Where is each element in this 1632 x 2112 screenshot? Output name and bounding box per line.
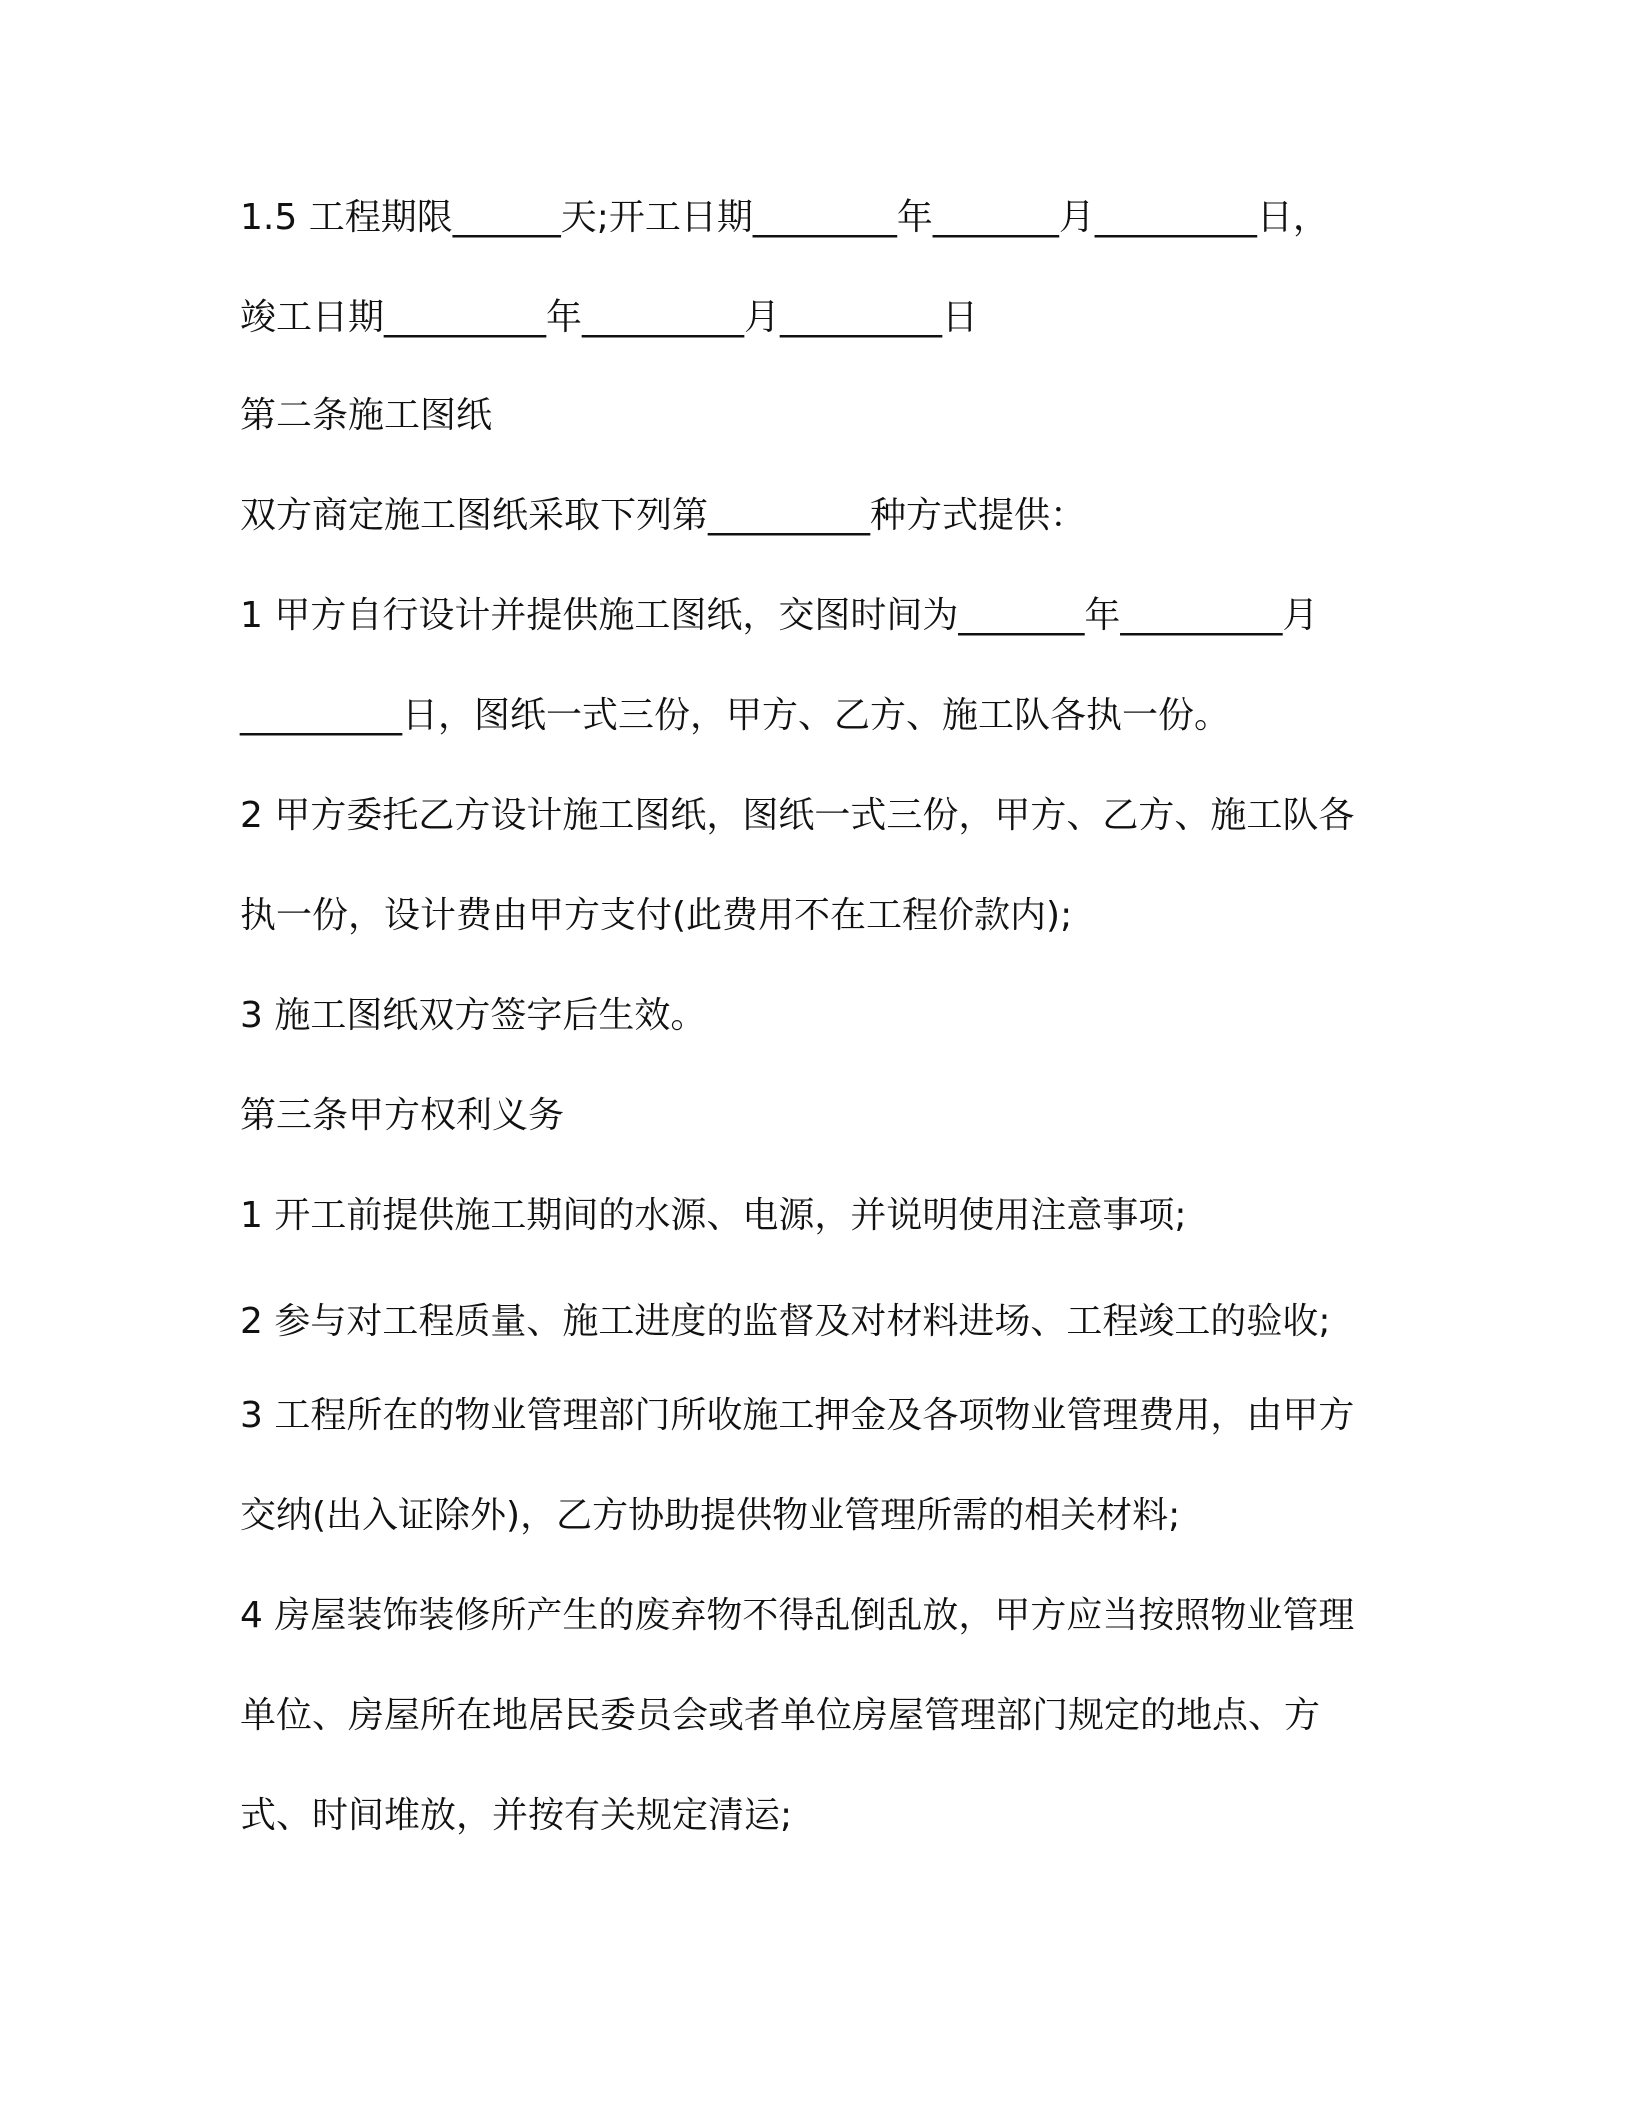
text-line-14: 交纳(出入证除外)，乙方协助提供物业管理所需的相关材料;: [240, 1495, 1181, 1536]
text-line-12: 2 参与对工程质量、施工进度的监督及对材料进场、工程竣工的验收;: [240, 1301, 1331, 1342]
text-line-6: _________日，图纸一式三份，甲方、乙方、施工队各执一份。: [240, 695, 1231, 736]
text-line-16: 单位、房屋所在地居民委员会或者单位房屋管理部门规定的地点、方: [240, 1695, 1321, 1736]
text-line-2: 竣工日期_________年_________月_________日: [240, 297, 979, 338]
text-line-4: 双方商定施工图纸采取下列第_________种方式提供：: [240, 495, 1087, 536]
text-line-15: 4 房屋装饰装修所产生的废弃物不得乱倒乱放，甲方应当按照物业管理: [240, 1595, 1355, 1636]
text-line-1: 1.5 工程期限______天;开工日期________年_______月_________日，: [240, 197, 1329, 238]
text-line-9: 3 施工图纸双方签字后生效。: [240, 995, 707, 1036]
text-line-8: 执一份，设计费由甲方支付(此费用不在工程价款内);: [240, 895, 1073, 936]
text-line-5: 1 甲方自行设计并提供施工图纸，交图时间为_______年_________月: [240, 595, 1319, 636]
section-heading-3: 第三条甲方权利义务: [240, 1095, 565, 1136]
text-line-11: 1 开工前提供施工期间的水源、电源，并说明使用注意事项;: [240, 1195, 1187, 1236]
text-line-17: 式、时间堆放，并按有关规定清运;: [240, 1795, 793, 1836]
section-heading-2: 第二条施工图纸: [240, 395, 493, 436]
text-line-7: 2 甲方委托乙方设计施工图纸，图纸一式三份，甲方、乙方、施工队各: [240, 795, 1355, 836]
text-line-13: 3 工程所在的物业管理部门所收施工押金及各项物业管理费用，由甲方: [240, 1395, 1355, 1436]
